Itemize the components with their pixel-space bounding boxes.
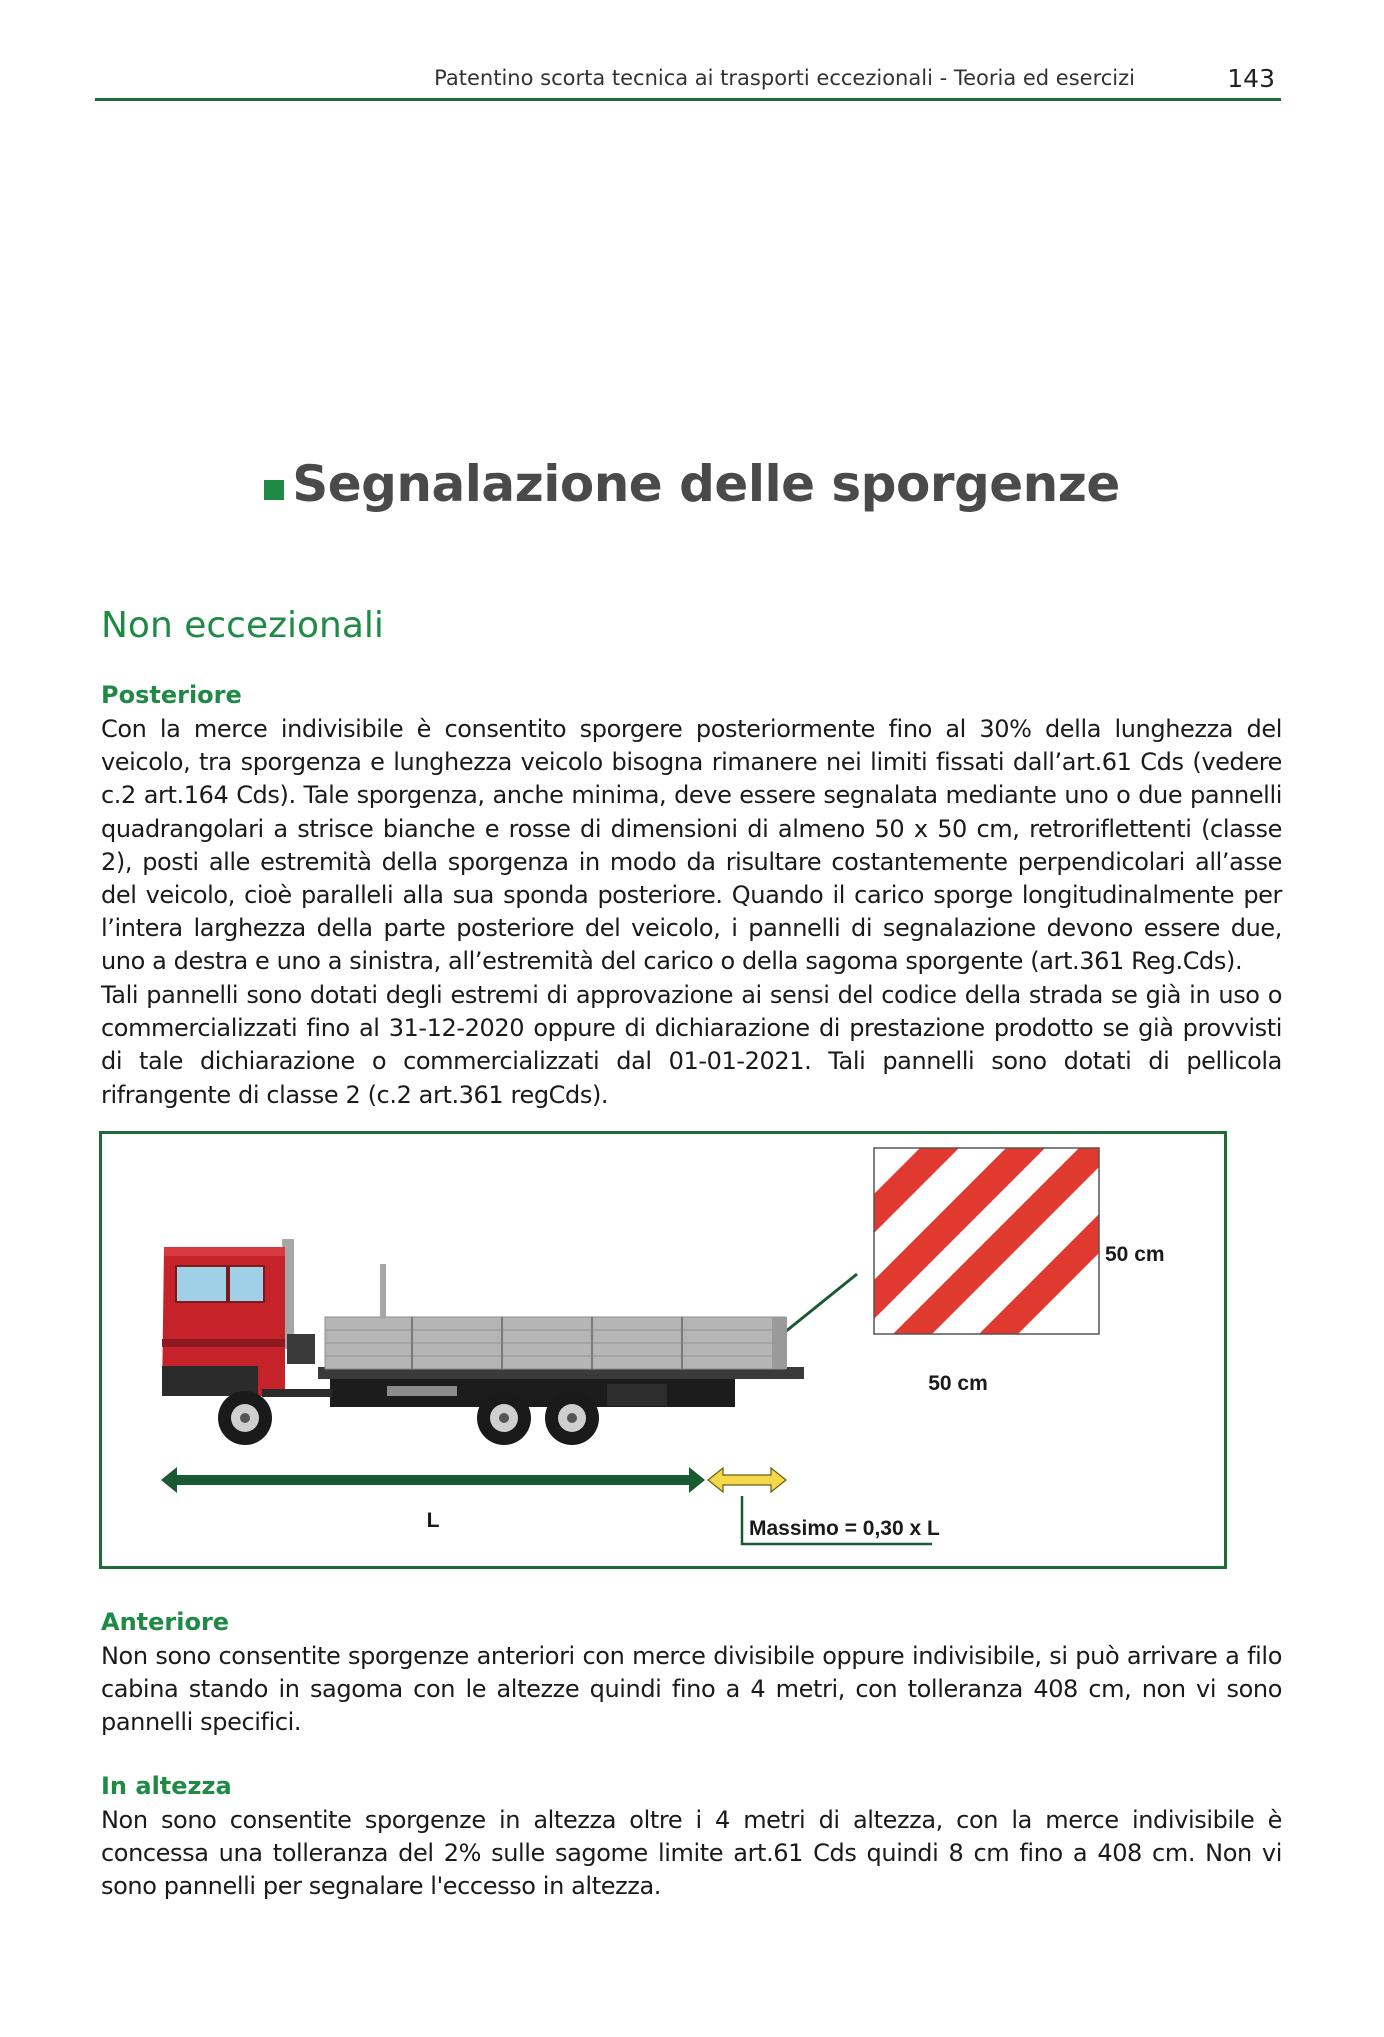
green-square-icon [264,480,284,500]
panel-height-label: 50 cm [1105,1243,1165,1266]
running-title: Patentino scorta tecnica ai trasporti eccezionali - Teoria ed esercizi [434,66,1135,90]
main-heading-text: Segnalazione delle sporgenze [292,455,1120,513]
length-label: L [426,1509,440,1532]
overhang-diagram [102,1134,1224,1566]
section-heading: Non eccezionali [101,605,384,646]
paragraph-posteriore-1: Con la merce indivisibile è consentito sporgere posteriormente fino al 30% della lunghezza del veicolo, tra sporgenza e lunghezza veicolo bisogna rimanere nei limiti fissati dall’art.61 Cds (vedere c.2 art.164 Cds). Tale sporgenza, anche minima, deve essere segnalata mediante uno o due pannelli quadrangolari a strisce bianche e rosse di dimensioni di almeno 50 x 50 cm, retroriflettenti (classe 2), posti alle estremità della sporgenza in modo da risultare costantemente perpendicolari all’asse del veicolo, cioè paralleli alla sua sponda posteriore. Quando il carico sporge longitudinalmente per l’intera larghezza della parte posteriore del veicolo, i pannelli di segnalazione devono essere due, uno a destra e uno a sinistra, all’estremità del carico o della sagoma sporgente (art.361 Reg.Cds). [101,715,1282,976]
truck-illustration [162,1239,804,1445]
length-arrow [161,1467,705,1493]
paragraph-anteriore: Non sono consentite sporgenze anteriori con merce divisibile oppure indivisibile, si può arrivare a filo cabina stando in sagoma con le altezze quindi fino a 4 metri, con tolleranza 408 cm, non vi sono pannelli specifici. [101,1642,1282,1737]
subheading-anteriore: Anteriore [101,1608,230,1636]
main-heading [0,455,1384,513]
subheading-in-altezza: In altezza [101,1772,232,1800]
panel-connector-line [785,1274,857,1332]
panel-width-label: 50 cm [928,1372,988,1395]
page-number: 143 [1227,64,1275,93]
paragraph-posteriore-2: Tali pannelli sono dotati degli estremi di approvazione ai sensi del codice della strada se già in uso o commercializzati fino al 31-12-2020 oppure di dichiarazione di prestazione prodotto se già provvisti di tale dichiarazione o commercializzati dal 01-01-2021. Tali pannelli sono dotati di pellicola rifrangente di classe 2 (c.2 art.361 regCds). [101,981,1282,1109]
warning-panel [874,1148,1204,1334]
overhang-arrow [708,1468,786,1492]
running-header [95,58,1281,101]
subheading-posteriore: Posteriore [101,681,242,709]
overhang-figure [99,1131,1227,1569]
paragraph-in-altezza: Non sono consentite sporgenze in altezza oltre i 4 metri di altezza, con la merce indivisibile è concessa una tolleranza del 2% sulle sagome limite art.61 Cds quindi 8 cm fino a 408 cm. Non vi sono pannelli per segnalare l'eccesso in altezza. [101,1806,1282,1901]
max-overhang-label: Massimo = 0,30 x L [749,1517,940,1540]
